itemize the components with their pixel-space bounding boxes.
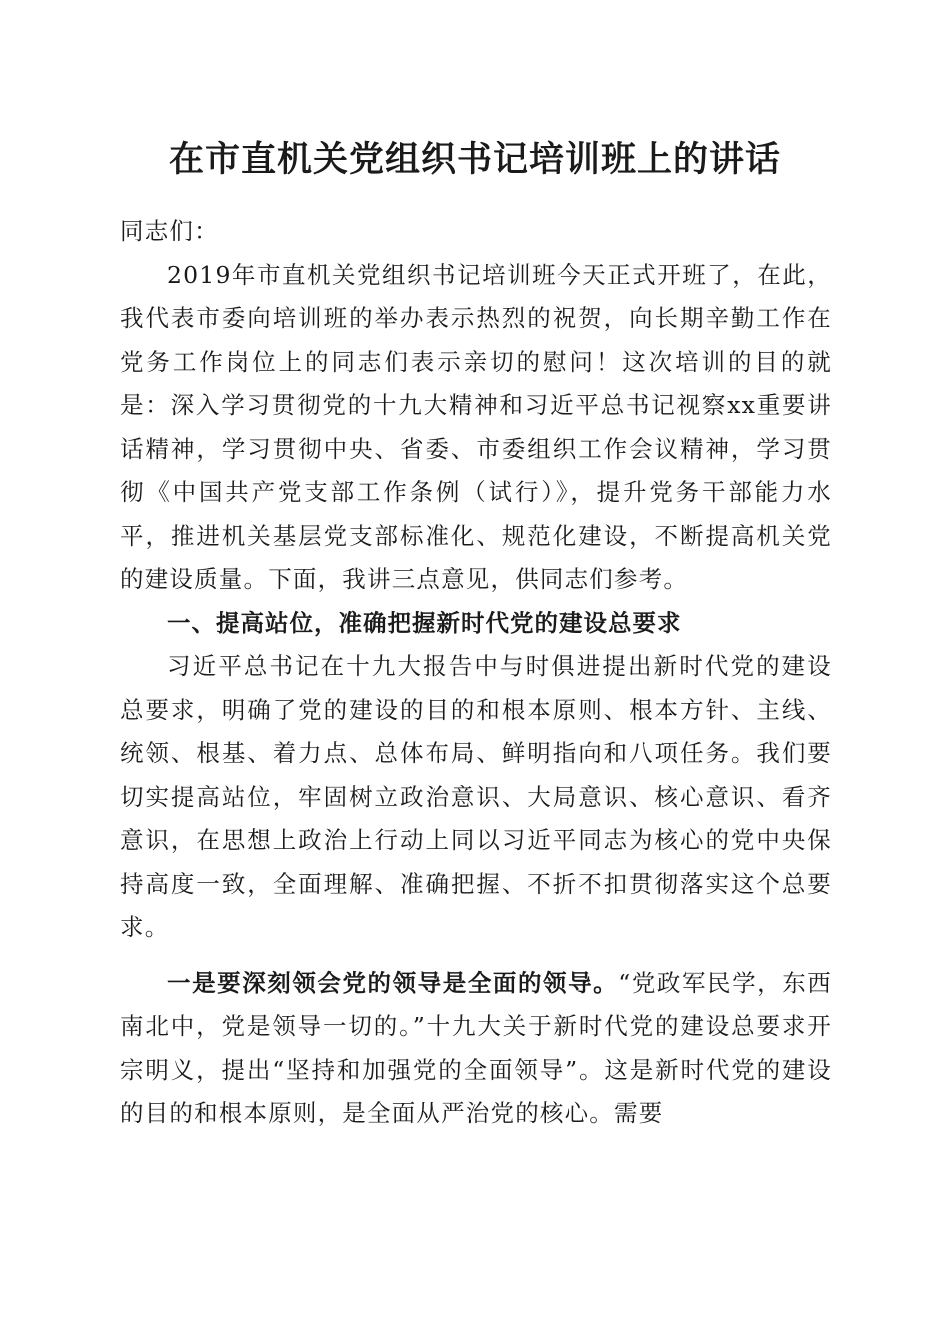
document-title: 在市直机关党组织书记培训班上的讲话 xyxy=(168,139,781,180)
point-1-body: “党政军民学，东西南北中，党是领导一切的。”十九大关于新时代党的建设总要求开宗明义，提出“坚持和加强党的全面领导”。这是新时代党的建设的目的和根本原则，是全面从严治党的核心。需要 xyxy=(120,968,832,1127)
salutation: 同志们： xyxy=(120,217,219,245)
document-body xyxy=(120,204,832,1136)
section-heading-1: 一、提高站位，准确把握新时代党的建设总要求 xyxy=(167,608,682,637)
paragraph-section-1: 习近平总书记在十九大报告中与时俱进提出新时代党的建设总要求，明确了党的建设的目的和根本原则、根本方针、主线、统领、根基、着力点、总体布局、鲜明指向和八项任务。我们要切实提高站位，牢固树立政治意识、大局意识、核心意识、看齐意识，在思想上政治上行动上同以习近平同志为核心的党中央保持高度一致，全面理解、准确把握、不折不扣贯彻落实这个总要求。 xyxy=(120,652,832,941)
paragraph-point-1 xyxy=(120,962,832,1136)
paragraph-intro: 2019年市直机关党组织书记培训班今天正式开班了，在此，我代表市委向培训班的举办表示热烈的祝贺，向长期辛勤工作在党务工作岗位上的同志们表示亲切的慰问！这次培训的目的就是：深入学习贯彻党的十九大精神和习近平总书记视察xx重要讲话精神，学习贯彻中央、省委、市委组织工作会议精神，学习贯彻《中国共产党支部工作条例（试行）》，提升党务干部能力水平，推进机关基层党支部标准化、规范化建设，不断提高机关党的建设质量。下面，我讲三点意见，供同志们参考。 xyxy=(120,260,832,593)
point-1-lead: 一是要深刻领会党的领导是全面的领导。 xyxy=(167,968,619,997)
